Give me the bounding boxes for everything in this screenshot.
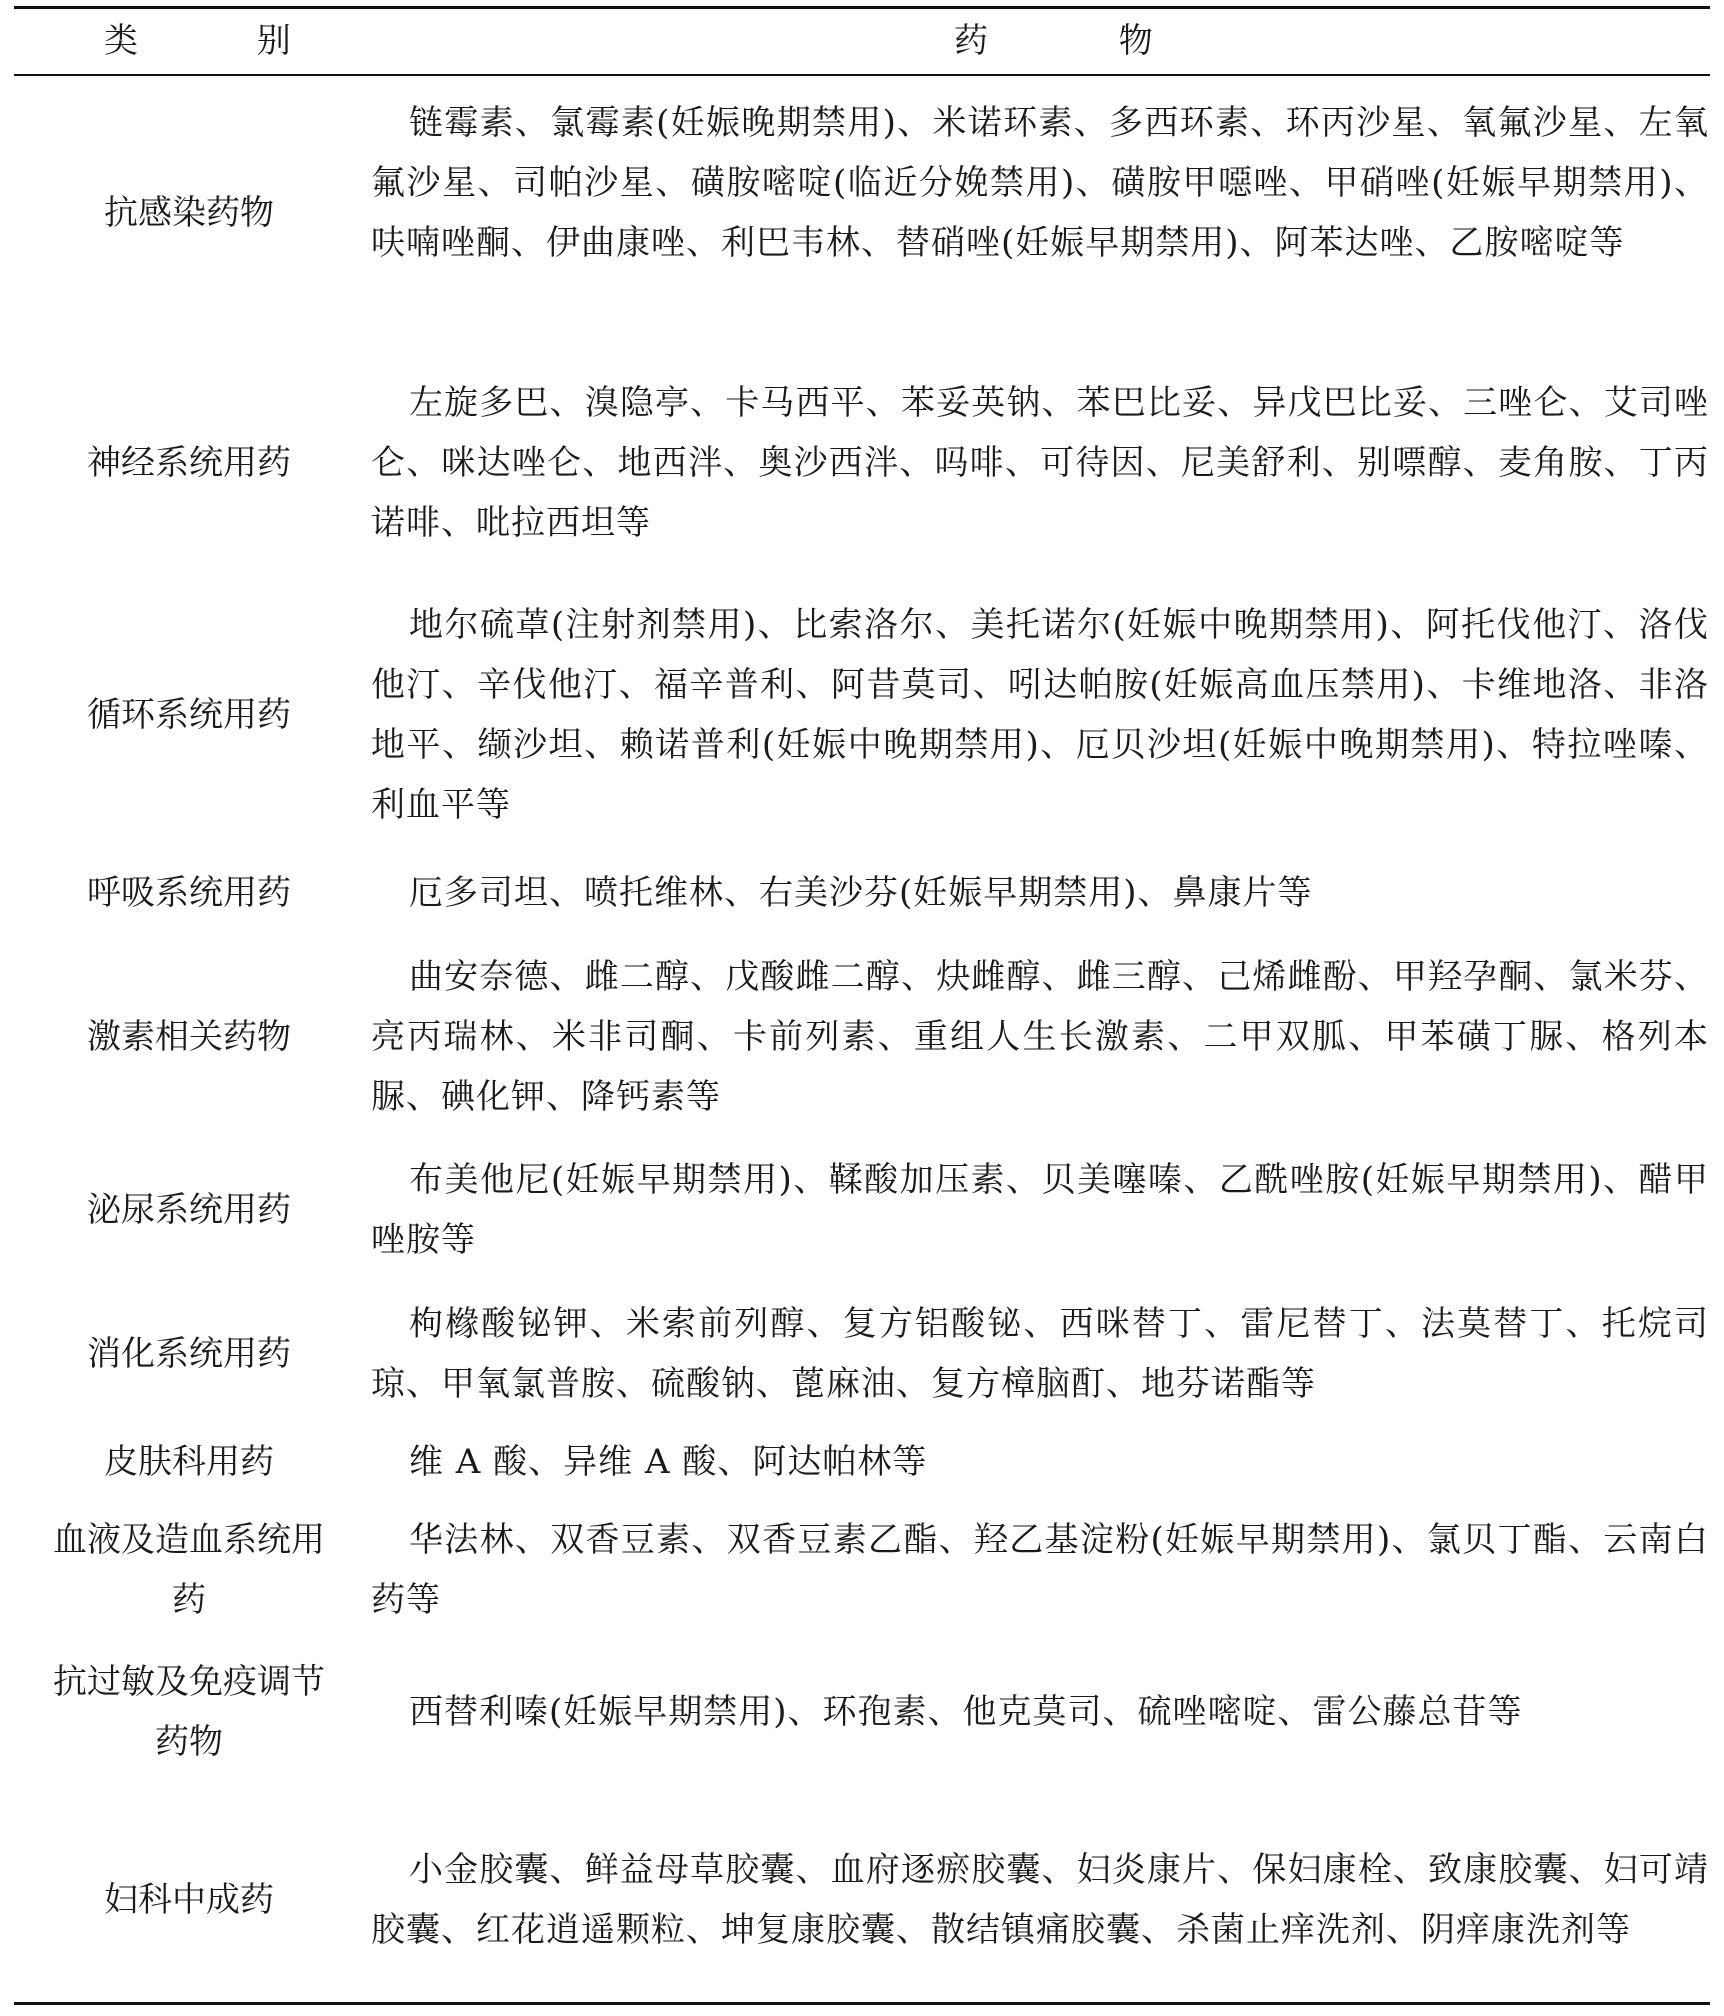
table-bottom-rule [14,2002,1710,2005]
row-drugs: 厄多司坦、喷托维林、右美沙芬(妊娠早期禁用)、鼻康片等 [409,873,1313,913]
row-drugs: 枸橼酸铋钾、米索前列醇、复方铝酸铋、西咪替丁、雷尼替丁、法莫替丁、托烷司琼、甲氧氯普胺、硫酸钠、蓖麻油、复方樟脑酊、地芬诺酯等 [371,1304,1709,1404]
table-row [14,1650,1710,1774]
row-category: 激素相关药物 [87,1017,291,1057]
row-category: 抗感染药物 [104,193,274,233]
table-row [14,1510,1710,1630]
row-drugs: 布美他尼(妊娠早期禁用)、鞣酸加压素、贝美噻嗪、乙酰唑胺(妊娠早期禁用)、醋甲唑胺等 [371,1160,1709,1260]
row-drugs: 链霉素、氯霉素(妊娠晚期禁用)、米诺环素、多西环素、环丙沙星、氧氟沙星、左氧氟沙星、司帕沙星、磺胺嘧啶(临近分娩禁用)、磺胺甲噁唑、甲硝唑(妊娠早期禁用)、呋喃唑酮、伊曲康唑、利巴韦林、替硝唑(妊娠早期禁用)、阿苯达唑、乙胺嘧啶等 [371,103,1709,263]
table-top-rule [14,6,1710,9]
table-row [14,1150,1710,1270]
drug-table [14,0,1710,2016]
table-row [14,93,1710,333]
row-category: 妇科中成药 [104,1880,274,1920]
row-drugs: 曲安奈德、雌二醇、戊酸雌二醇、炔雌醇、雌三醇、己烯雌酚、甲羟孕酮、氯米芬、亮丙瑞林、米非司酮、卡前列素、重组人生长激素、二甲双胍、甲苯磺丁脲、格列本脲、碘化钾、降钙素等 [371,957,1709,1117]
row-drugs: 西替利嗪(妊娠早期禁用)、环孢素、他克莫司、硫唑嘧啶、雷公藤总苷等 [409,1692,1523,1732]
row-category: 呼吸系统用药 [87,873,291,913]
table-row [14,863,1710,923]
table-row [14,373,1710,553]
row-category: 消化系统用药 [87,1334,291,1374]
header-drugs: 药 物 [954,21,1213,61]
row-drugs: 地尔硫䓬(注射剂禁用)、比索洛尔、美托诺尔(妊娠中晚期禁用)、阿托伐他汀、洛伐他汀、辛伐他汀、福辛普利、阿昔莫司、吲达帕胺(妊娠高血压禁用)、卡维地洛、非洛地平、缬沙坦、赖诺普利(妊娠中晚期禁用)、厄贝沙坦(妊娠中晚期禁用)、特拉唑嗪、利血平等 [371,605,1709,825]
table-row [14,1840,1710,1960]
row-category: 泌尿系统用药 [87,1190,291,1230]
table-row [14,1294,1710,1414]
row-drugs: 维 A 酸、异维 A 酸、阿达帕林等 [409,1442,928,1482]
table-header-rule [14,74,1710,76]
row-category: 神经系统用药 [87,443,291,483]
table-row [14,595,1710,835]
table-row [14,1432,1710,1492]
row-category: 血液及造血系统用药 [53,1520,325,1620]
table-row [14,947,1710,1127]
header-category: 类 别 [104,21,345,61]
row-category: 皮肤科用药 [104,1442,274,1482]
row-drugs: 小金胶囊、鲜益母草胶囊、血府逐瘀胶囊、妇炎康片、保妇康栓、致康胶囊、妇可靖胶囊、红花逍遥颗粒、坤复康胶囊、散结镇痛胶囊、杀菌止痒洗剂、阴痒康洗剂等 [371,1850,1709,1950]
row-drugs: 左旋多巴、溴隐亭、卡马西平、苯妥英钠、苯巴比妥、异戊巴比妥、三唑仑、艾司唑仑、咪达唑仑、地西泮、奥沙西泮、吗啡、可待因、尼美舒利、别嘌醇、麦角胺、丁丙诺啡、吡拉西坦等 [371,383,1709,543]
row-category: 抗过敏及免疫调节药物 [53,1662,325,1762]
row-drugs: 华法林、双香豆素、双香豆素乙酯、羟乙基淀粉(妊娠早期禁用)、氯贝丁酯、云南白药等 [371,1520,1709,1620]
row-category: 循环系统用药 [87,695,291,735]
